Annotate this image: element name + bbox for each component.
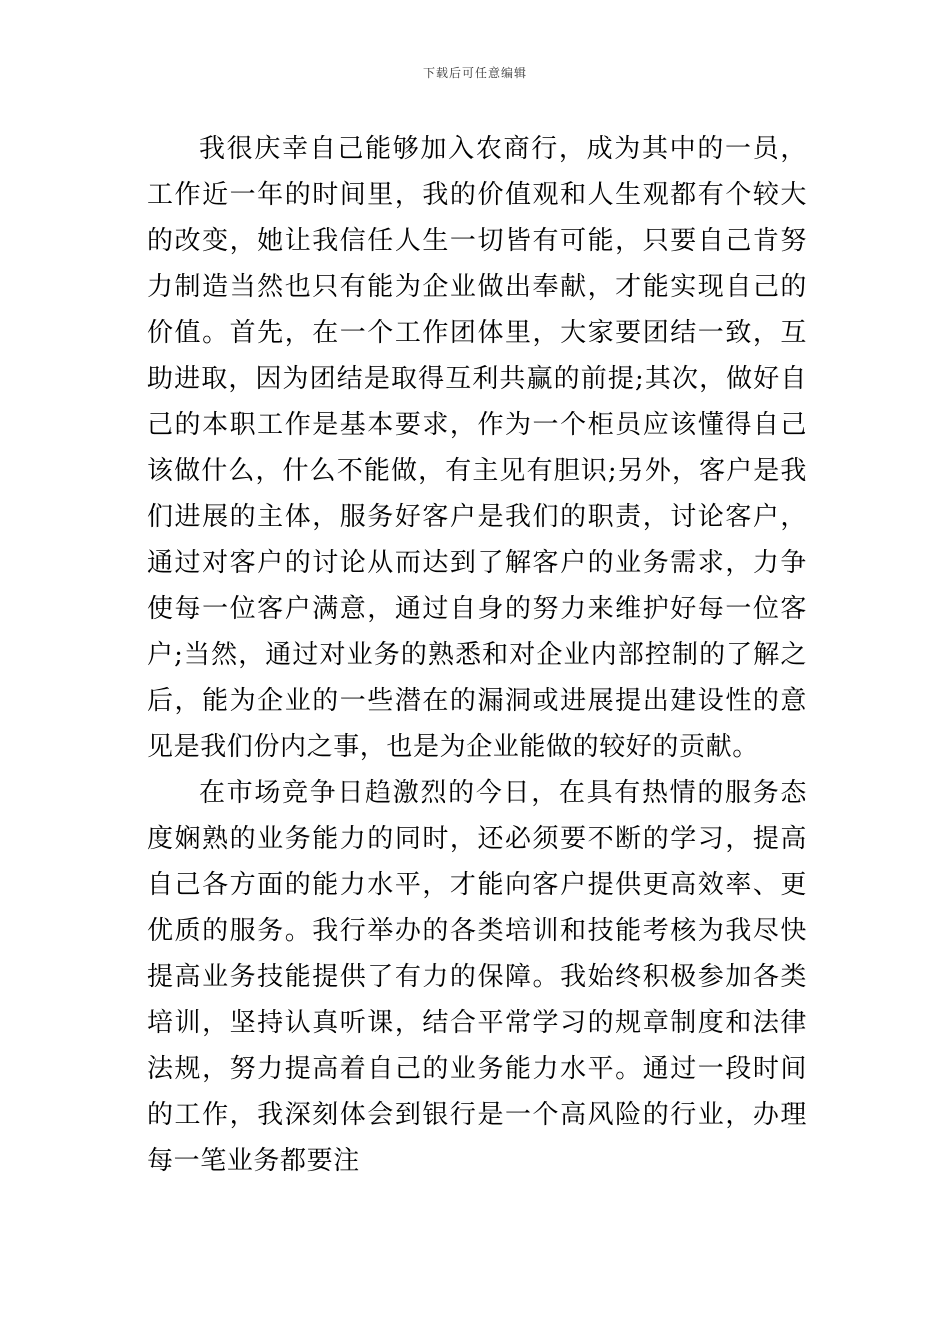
download-note: 下载后可任意编辑 (422, 66, 527, 80)
paragraph-2: 在市场竞争日趋激烈的今日，在具有热情的服务态度娴熟的业务能力的同时，还必须要不断的学习，提高自己各方面的能力水平，才能向客户提供更高效率、更优质的服务。我行举办的各类培训和技能考核为我尽快提高业务技能提供了有力的保障。我始终积极参加各类培训，坚持认真听课，结合平常学习的规章制度和法律法规，努力提高着自己的业务能力水平。通过一段时间的工作，我深刻体会到银行是一个高风险的行业，办理每一笔业务都要注 (147, 778, 807, 1176)
document-body (147, 126, 807, 1184)
paragraph-1: 我很庆幸自己能够加入农商行，成为其中的一员，工作近一年的时间里，我的价值观和人生观都有个较大的改变，她让我信任人生一切皆有可能，只要自己肯努力制造当然也只有能为企业做出奉献，才能实现自己的价值。首先，在一个工作团体里，大家要团结一致，互助进取，因为团结是取得互利共赢的前提;其次，做好自己的本职工作是基本要求，作为一个柜员应该懂得自己该做什么，什么不能做，有主见有胆识;另外，客户是我们进展的主体，服务好客户是我们的职责，讨论客户，通过对客户的讨论从而达到了解客户的业务需求，力争使每一位客户满意，通过自身的努力来维护好每一位客户;当然，通过对业务的熟悉和对企业内部控制的了解之后，能为企业的一些潜在的漏洞或进展提出建设性的意见是我们份内之事，也是为企业能做的较好的贡献。 (147, 134, 807, 762)
